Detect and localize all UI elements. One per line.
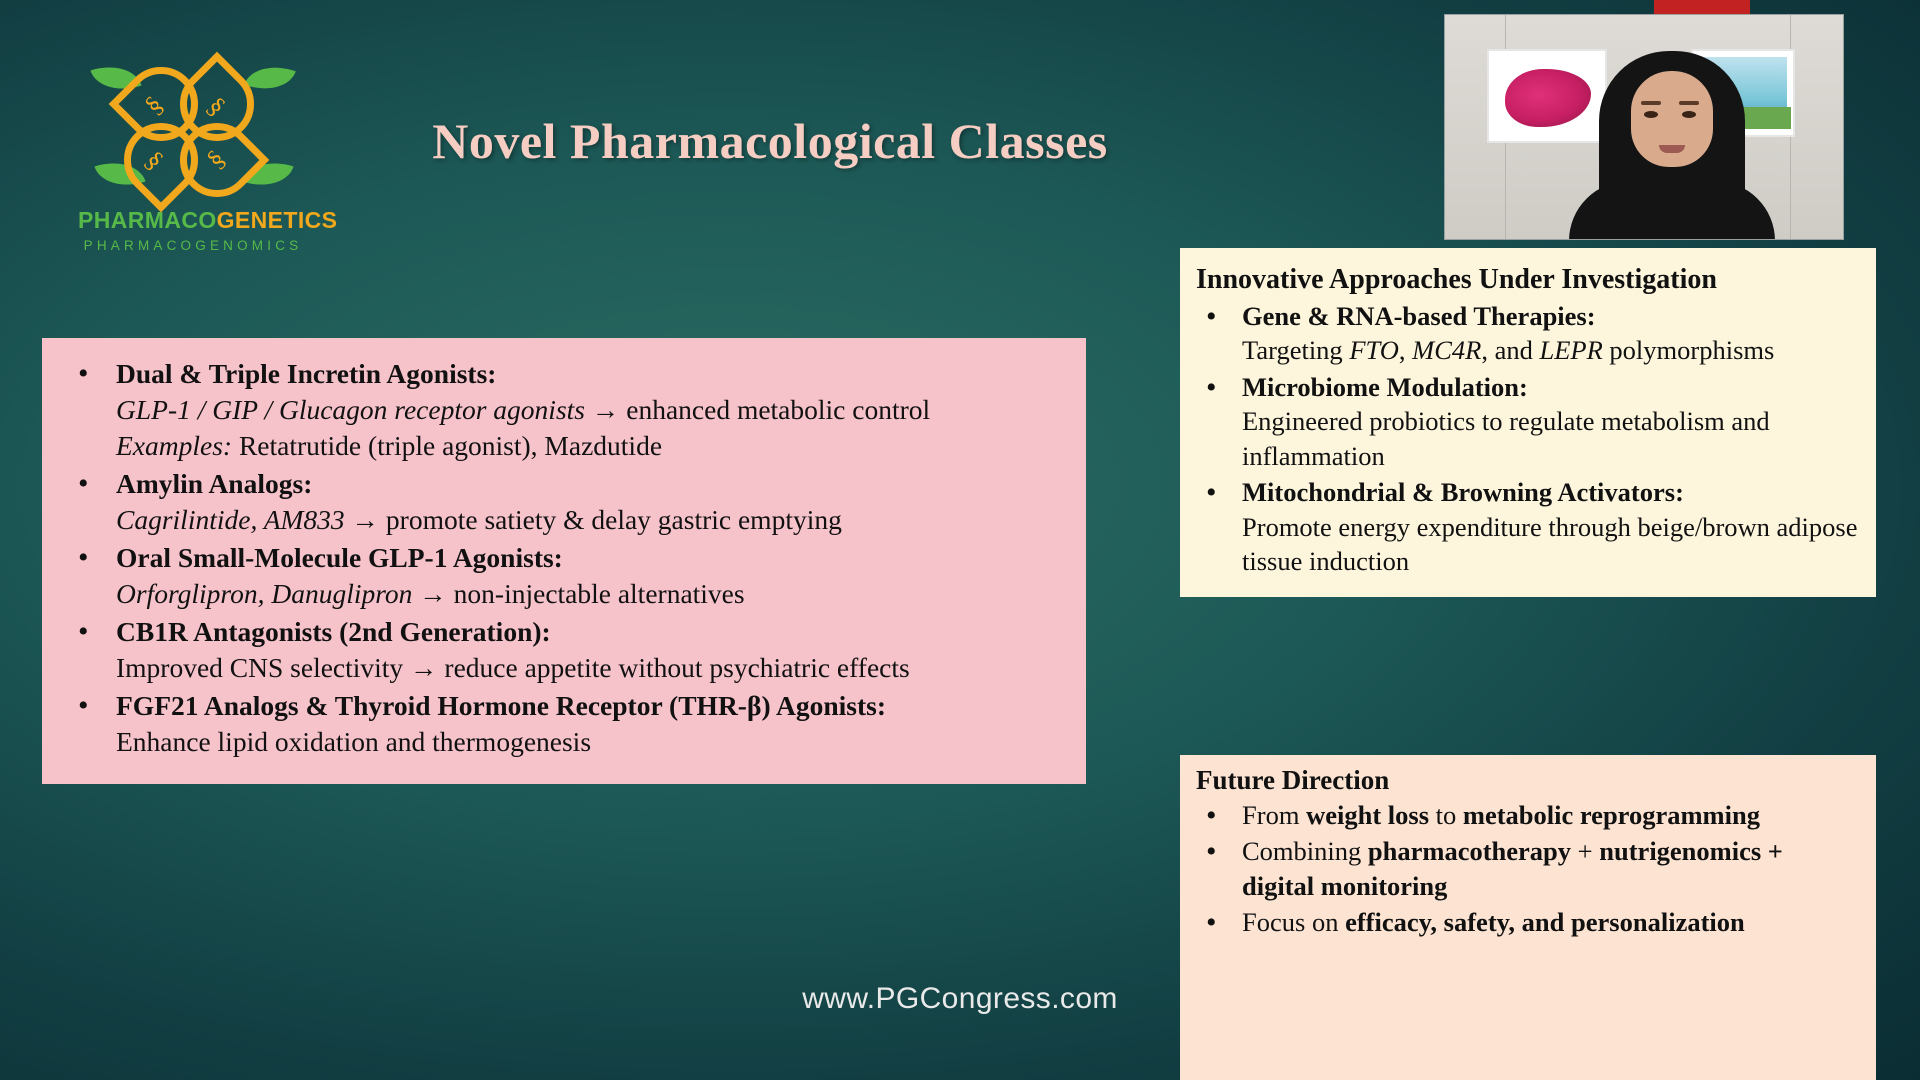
list-item bbox=[1196, 798, 1860, 832]
novel-classes-list bbox=[62, 356, 1064, 760]
item-text: Focus on bbox=[1242, 907, 1346, 938]
list-item bbox=[1196, 475, 1860, 578]
dna-flower-icon bbox=[88, 55, 298, 205]
gene-name: LEPR bbox=[1539, 335, 1603, 366]
item-text: polymorphisms bbox=[1602, 335, 1775, 366]
item-emphasis: weight loss bbox=[1306, 800, 1430, 830]
item-heading: Gene & RNA-based Therapies: bbox=[1242, 301, 1596, 331]
footer-url: www.PGCongress.com bbox=[802, 982, 1118, 1015]
novel-classes-panel bbox=[42, 338, 1086, 784]
item-text: Enhance lipid oxidation and thermogenesis bbox=[116, 726, 592, 758]
gene-name: MC4R bbox=[1412, 335, 1482, 366]
item-italic-text: Cagrilintide, AM833 bbox=[116, 504, 345, 536]
presenter-video-feed[interactable] bbox=[1444, 14, 1844, 240]
page-title: Novel Pharmacological Classes bbox=[432, 113, 1108, 169]
item-text: , and bbox=[1481, 335, 1540, 366]
item-emphasis: pharmacotherapy bbox=[1367, 836, 1572, 867]
innovative-approaches-panel bbox=[1180, 248, 1876, 597]
dna-helix-icon: § bbox=[139, 145, 168, 174]
panel-heading: Future Direction bbox=[1196, 765, 1390, 795]
list-item bbox=[1196, 299, 1860, 368]
pharmacogenetics-logo bbox=[78, 55, 338, 275]
item-italic-text: Orforglipron, Danuglipron bbox=[116, 578, 413, 610]
logo-subtitle: PHARMACOGENOMICS bbox=[83, 238, 303, 253]
item-text: → non-injectable alternatives bbox=[412, 578, 745, 610]
list-item bbox=[62, 614, 1064, 686]
item-emphasis: metabolic reprogramming bbox=[1462, 800, 1760, 830]
panel-heading: Innovative Approaches Under Investigation bbox=[1196, 264, 1717, 295]
logo-word-b: GENETICS bbox=[216, 207, 338, 233]
future-direction-list bbox=[1196, 798, 1860, 940]
list-item bbox=[62, 540, 1064, 612]
item-text: Improved CNS selectivity → reduce appetite without psychiatric effects bbox=[116, 652, 910, 684]
item-emphasis: efficacy, safety, and personalization bbox=[1345, 907, 1745, 938]
item-italic-text: Examples: bbox=[116, 430, 233, 462]
item-heading: FGF21 Analogs & Thyroid Hormone Receptor (THR-β) Agonists: bbox=[116, 690, 886, 722]
item-text: + bbox=[1571, 836, 1600, 867]
item-text: , bbox=[1398, 335, 1413, 366]
item-italic-text: GLP-1 / GIP / Glucagon receptor agonists bbox=[116, 394, 585, 426]
item-text: From bbox=[1242, 800, 1307, 830]
item-heading: Mitochondrial & Browning Activators: bbox=[1242, 477, 1684, 508]
dna-helix-icon: § bbox=[139, 91, 168, 120]
list-item bbox=[1196, 905, 1860, 939]
list-item bbox=[62, 356, 1064, 464]
item-heading: CB1R Antagonists (2nd Generation): bbox=[116, 616, 551, 648]
list-item bbox=[62, 688, 1064, 760]
item-text: to bbox=[1429, 800, 1463, 830]
gene-name: FTO bbox=[1349, 335, 1399, 366]
item-heading: Microbiome Modulation: bbox=[1242, 371, 1528, 402]
item-heading: Dual & Triple Incretin Agonists: bbox=[116, 358, 497, 389]
item-text: Promote energy expenditure through beige/brown adipose tissue induction bbox=[1242, 511, 1858, 577]
innovative-approaches-list bbox=[1196, 299, 1860, 579]
list-item bbox=[1196, 370, 1860, 473]
list-item bbox=[62, 466, 1064, 538]
dna-helix-icon: § bbox=[201, 145, 230, 174]
logo-wordmark bbox=[78, 207, 338, 234]
item-text: → promote satiety & delay gastric emptying bbox=[344, 504, 842, 536]
item-text: Engineered probiotics to regulate metabolism and inflammation bbox=[1242, 406, 1770, 471]
item-heading: Amylin Analogs: bbox=[116, 468, 313, 500]
item-text: Targeting bbox=[1242, 335, 1350, 366]
item-text: → enhanced metabolic control bbox=[585, 394, 931, 426]
dna-helix-icon: § bbox=[201, 91, 230, 120]
item-text: Retatrutide (triple agonist), Mazdutide bbox=[232, 430, 663, 462]
item-heading: Oral Small-Molecule GLP-1 Agonists: bbox=[116, 542, 563, 574]
item-text: Combining bbox=[1242, 836, 1368, 867]
future-direction-panel bbox=[1180, 755, 1876, 1080]
logo-word-a: PHARMACO bbox=[78, 207, 217, 233]
list-item bbox=[1196, 834, 1860, 903]
presenter-figure bbox=[1575, 45, 1765, 240]
item-emphasis: nutrigenomics + digital monitoring bbox=[1242, 836, 1783, 901]
